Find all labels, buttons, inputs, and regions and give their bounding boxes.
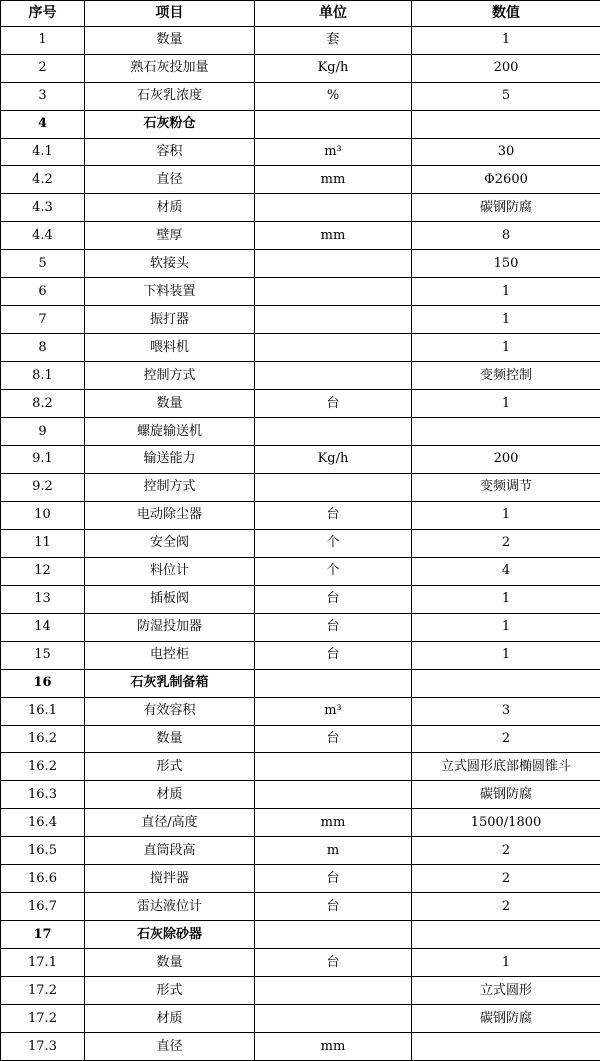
cell-unit bbox=[255, 194, 412, 222]
cell-item: 材质 bbox=[85, 1005, 255, 1033]
cell-value: 立式圆形底部椭圆锥斗 bbox=[412, 753, 600, 781]
table-row bbox=[1, 334, 600, 362]
cell-unit: 个 bbox=[255, 529, 412, 557]
cell-value: 150 bbox=[412, 250, 600, 278]
table-row bbox=[1, 54, 600, 82]
cell-item: 控制方式 bbox=[85, 362, 255, 390]
cell-item: 喂料机 bbox=[85, 334, 255, 362]
cell-unit bbox=[255, 1005, 412, 1033]
header-no: 序号 bbox=[1, 1, 85, 27]
table-row bbox=[1, 1033, 600, 1061]
cell-value: 1 bbox=[412, 501, 600, 529]
cell-item: 直径 bbox=[85, 1033, 255, 1061]
cell-item: 直径/高度 bbox=[85, 809, 255, 837]
cell-item: 数量 bbox=[85, 949, 255, 977]
cell-no: 17.2 bbox=[1, 1005, 85, 1033]
table-row bbox=[1, 306, 600, 334]
cell-no: 10 bbox=[1, 501, 85, 529]
table-row bbox=[1, 893, 600, 921]
table-row bbox=[1, 585, 600, 613]
table-row bbox=[1, 194, 600, 222]
cell-value: 200 bbox=[412, 54, 600, 82]
cell-no: 9 bbox=[1, 418, 85, 446]
table-row bbox=[1, 138, 600, 166]
cell-unit: m³ bbox=[255, 697, 412, 725]
cell-unit bbox=[255, 306, 412, 334]
table-row bbox=[1, 865, 600, 893]
cell-value: 2 bbox=[412, 893, 600, 921]
cell-no: 1 bbox=[1, 26, 85, 54]
cell-no: 13 bbox=[1, 585, 85, 613]
cell-value: 1 bbox=[412, 585, 600, 613]
cell-no: 17 bbox=[1, 921, 85, 949]
cell-item: 输送能力 bbox=[85, 445, 255, 473]
cell-item: 电控柜 bbox=[85, 641, 255, 669]
cell-unit: 台 bbox=[255, 725, 412, 753]
cell-value: 2 bbox=[412, 725, 600, 753]
cell-no: 4 bbox=[1, 110, 85, 138]
cell-item: 螺旋输送机 bbox=[85, 418, 255, 446]
table-row bbox=[1, 473, 600, 501]
cell-item: 石灰乳制备箱 bbox=[85, 669, 255, 697]
cell-item: 控制方式 bbox=[85, 473, 255, 501]
cell-value: 1 bbox=[412, 390, 600, 418]
table-row bbox=[1, 82, 600, 110]
cell-no: 8.2 bbox=[1, 390, 85, 418]
cell-unit bbox=[255, 977, 412, 1005]
cell-value: 1 bbox=[412, 641, 600, 669]
cell-unit: Kg/h bbox=[255, 54, 412, 82]
cell-value: 1 bbox=[412, 306, 600, 334]
cell-item: 有效容积 bbox=[85, 697, 255, 725]
table-row bbox=[1, 390, 600, 418]
cell-unit bbox=[255, 362, 412, 390]
cell-value: 2 bbox=[412, 865, 600, 893]
cell-value: 1 bbox=[412, 613, 600, 641]
table-row bbox=[1, 753, 600, 781]
cell-unit: mm bbox=[255, 1033, 412, 1061]
cell-value: 5 bbox=[412, 82, 600, 110]
cell-no: 4.3 bbox=[1, 194, 85, 222]
cell-unit: 台 bbox=[255, 949, 412, 977]
cell-item: 数量 bbox=[85, 725, 255, 753]
cell-item: 直径 bbox=[85, 166, 255, 194]
cell-item: 石灰乳浓度 bbox=[85, 82, 255, 110]
cell-unit bbox=[255, 669, 412, 697]
cell-no: 17.1 bbox=[1, 949, 85, 977]
cell-unit: m³ bbox=[255, 138, 412, 166]
cell-item: 石灰除砂器 bbox=[85, 921, 255, 949]
table-row bbox=[1, 837, 600, 865]
cell-no: 8.1 bbox=[1, 362, 85, 390]
cell-no: 16.7 bbox=[1, 893, 85, 921]
table-row bbox=[1, 781, 600, 809]
table-row bbox=[1, 669, 600, 697]
table-row bbox=[1, 418, 600, 446]
cell-item: 搅拌器 bbox=[85, 865, 255, 893]
cell-value bbox=[412, 110, 600, 138]
cell-item: 下料装置 bbox=[85, 278, 255, 306]
table-row bbox=[1, 921, 600, 949]
cell-unit: mm bbox=[255, 166, 412, 194]
cell-no: 9.2 bbox=[1, 473, 85, 501]
cell-value: 200 bbox=[412, 445, 600, 473]
cell-unit bbox=[255, 110, 412, 138]
cell-no: 8 bbox=[1, 334, 85, 362]
table-row bbox=[1, 977, 600, 1005]
cell-value: 碳钢防腐 bbox=[412, 1005, 600, 1033]
cell-no: 4.2 bbox=[1, 166, 85, 194]
cell-value: 碳钢防腐 bbox=[412, 194, 600, 222]
cell-value: 立式圆形 bbox=[412, 977, 600, 1005]
table-row bbox=[1, 1005, 600, 1033]
cell-unit: 台 bbox=[255, 613, 412, 641]
cell-value: 变频调节 bbox=[412, 473, 600, 501]
cell-value: 2 bbox=[412, 837, 600, 865]
table-row bbox=[1, 809, 600, 837]
cell-unit: 台 bbox=[255, 893, 412, 921]
cell-no: 17.2 bbox=[1, 977, 85, 1005]
cell-value: 2 bbox=[412, 529, 600, 557]
cell-value bbox=[412, 418, 600, 446]
cell-unit: 台 bbox=[255, 585, 412, 613]
cell-no: 12 bbox=[1, 557, 85, 585]
cell-unit: 台 bbox=[255, 865, 412, 893]
cell-no: 14 bbox=[1, 613, 85, 641]
cell-value: 8 bbox=[412, 222, 600, 250]
header-value: 数值 bbox=[412, 1, 600, 27]
cell-unit: mm bbox=[255, 809, 412, 837]
cell-value: 30 bbox=[412, 138, 600, 166]
table-row bbox=[1, 529, 600, 557]
cell-item: 材质 bbox=[85, 194, 255, 222]
header-item: 项目 bbox=[85, 1, 255, 27]
cell-unit bbox=[255, 418, 412, 446]
cell-value: 1 bbox=[412, 949, 600, 977]
cell-value: 1500/1800 bbox=[412, 809, 600, 837]
cell-unit: 套 bbox=[255, 26, 412, 54]
header-row bbox=[1, 1, 600, 27]
cell-no: 16 bbox=[1, 669, 85, 697]
cell-value: Φ2600 bbox=[412, 166, 600, 194]
header-unit: 单位 bbox=[255, 1, 412, 27]
cell-item: 振打器 bbox=[85, 306, 255, 334]
cell-no: 4.1 bbox=[1, 138, 85, 166]
cell-value: 1 bbox=[412, 278, 600, 306]
cell-item: 石灰粉仓 bbox=[85, 110, 255, 138]
cell-no: 16.5 bbox=[1, 837, 85, 865]
table-row bbox=[1, 641, 600, 669]
cell-value: 4 bbox=[412, 557, 600, 585]
cell-no: 2 bbox=[1, 54, 85, 82]
cell-no: 17.3 bbox=[1, 1033, 85, 1061]
table-row bbox=[1, 26, 600, 54]
table-row bbox=[1, 362, 600, 390]
cell-item: 插板阀 bbox=[85, 585, 255, 613]
cell-item: 直筒段高 bbox=[85, 837, 255, 865]
cell-no: 3 bbox=[1, 82, 85, 110]
cell-unit bbox=[255, 334, 412, 362]
cell-item: 数量 bbox=[85, 26, 255, 54]
cell-value: 1 bbox=[412, 26, 600, 54]
cell-unit bbox=[255, 921, 412, 949]
cell-item: 形式 bbox=[85, 977, 255, 1005]
cell-item: 安全阀 bbox=[85, 529, 255, 557]
table-row bbox=[1, 166, 600, 194]
cell-item: 形式 bbox=[85, 753, 255, 781]
table-row bbox=[1, 250, 600, 278]
cell-item: 容积 bbox=[85, 138, 255, 166]
cell-no: 11 bbox=[1, 529, 85, 557]
cell-no: 16.3 bbox=[1, 781, 85, 809]
table-row bbox=[1, 445, 600, 473]
cell-no: 16.2 bbox=[1, 725, 85, 753]
cell-no: 9.1 bbox=[1, 445, 85, 473]
cell-item: 料位计 bbox=[85, 557, 255, 585]
cell-value bbox=[412, 921, 600, 949]
cell-unit: 台 bbox=[255, 501, 412, 529]
table-row bbox=[1, 725, 600, 753]
cell-value bbox=[412, 1033, 600, 1061]
cell-unit: m bbox=[255, 837, 412, 865]
cell-unit: mm bbox=[255, 222, 412, 250]
table-row bbox=[1, 613, 600, 641]
cell-value: 碳钢防腐 bbox=[412, 781, 600, 809]
cell-unit bbox=[255, 250, 412, 278]
cell-value: 1 bbox=[412, 334, 600, 362]
cell-item: 材质 bbox=[85, 781, 255, 809]
cell-unit bbox=[255, 781, 412, 809]
cell-unit: 个 bbox=[255, 557, 412, 585]
cell-item: 软接头 bbox=[85, 250, 255, 278]
table-row bbox=[1, 110, 600, 138]
cell-value bbox=[412, 669, 600, 697]
table-row bbox=[1, 949, 600, 977]
table-row bbox=[1, 697, 600, 725]
cell-value: 变频控制 bbox=[412, 362, 600, 390]
table-row bbox=[1, 222, 600, 250]
table-row bbox=[1, 557, 600, 585]
table-row bbox=[1, 501, 600, 529]
cell-value: 3 bbox=[412, 697, 600, 725]
cell-no: 16.4 bbox=[1, 809, 85, 837]
cell-no: 4.4 bbox=[1, 222, 85, 250]
cell-item: 壁厚 bbox=[85, 222, 255, 250]
cell-item: 电动除尘器 bbox=[85, 501, 255, 529]
cell-unit bbox=[255, 473, 412, 501]
cell-unit bbox=[255, 753, 412, 781]
cell-unit: 台 bbox=[255, 641, 412, 669]
cell-no: 7 bbox=[1, 306, 85, 334]
cell-no: 15 bbox=[1, 641, 85, 669]
cell-no: 6 bbox=[1, 278, 85, 306]
cell-unit: % bbox=[255, 82, 412, 110]
cell-item: 雷达液位计 bbox=[85, 893, 255, 921]
table-row bbox=[1, 278, 600, 306]
cell-no: 16.6 bbox=[1, 865, 85, 893]
cell-unit: Kg/h bbox=[255, 445, 412, 473]
cell-no: 5 bbox=[1, 250, 85, 278]
cell-no: 16.2 bbox=[1, 753, 85, 781]
cell-no: 16.1 bbox=[1, 697, 85, 725]
cell-item: 数量 bbox=[85, 390, 255, 418]
cell-unit: 台 bbox=[255, 390, 412, 418]
table-body bbox=[1, 26, 600, 1060]
cell-unit bbox=[255, 278, 412, 306]
cell-item: 防湿投加器 bbox=[85, 613, 255, 641]
cell-item: 熟石灰投加量 bbox=[85, 54, 255, 82]
